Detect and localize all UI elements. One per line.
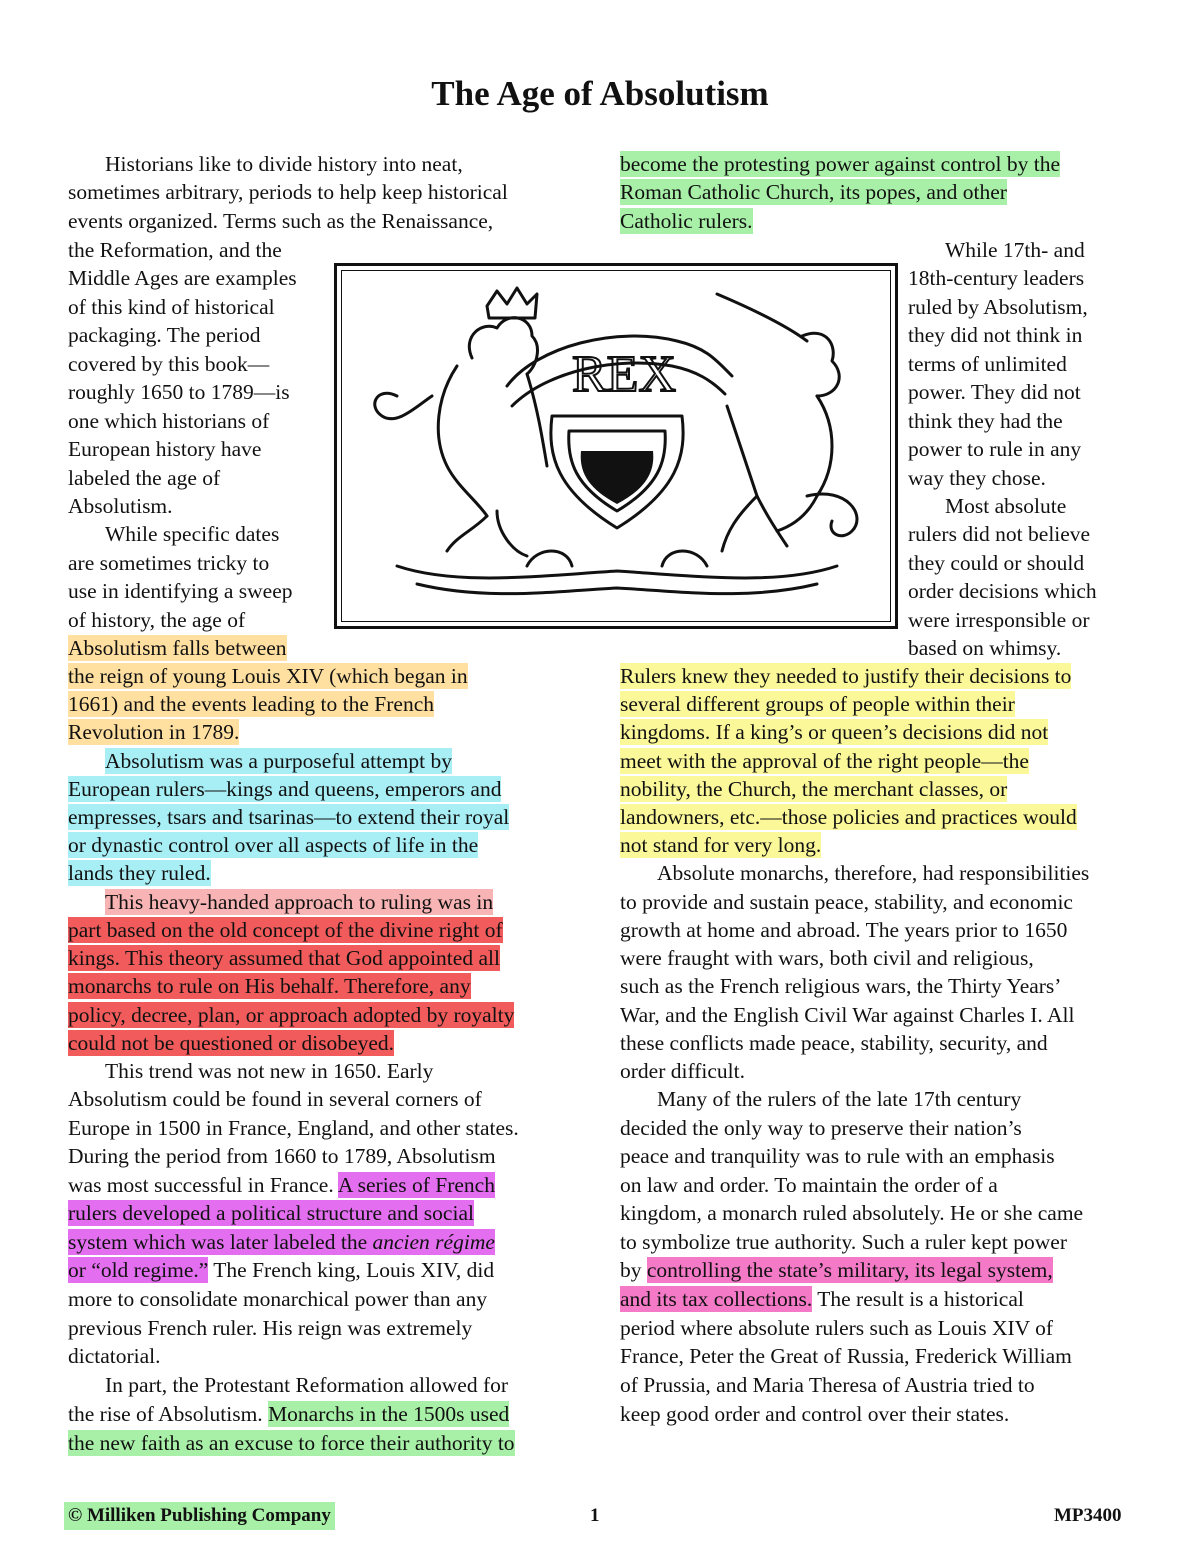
- text-line: In part, the Protestant Reformation allowed for: [105, 1373, 509, 1397]
- text-line: Absolutism.: [68, 494, 173, 518]
- highlighted-line: the reign of young Louis XIV (which began in: [68, 664, 468, 688]
- text-line: period where absolute rulers such as Louis XIV of: [620, 1316, 1054, 1340]
- text-line: by controlling the state’s military, its legal system,: [620, 1258, 1053, 1282]
- text-line: Absolute monarchs, therefore, had responsibilities: [657, 861, 1090, 885]
- text-line: power to rule in any: [908, 437, 1082, 461]
- text-line: to provide and sustain peace, stability, and economic: [620, 890, 1073, 914]
- footer-publisher: © Milliken Publishing Company: [64, 1502, 335, 1530]
- text-line: use in identifying a sweep: [68, 579, 293, 603]
- text-line: of history, the age of: [68, 608, 246, 632]
- text-line: This trend was not new in 1650. Early: [105, 1059, 434, 1083]
- highlighted-line: empresses, tsars and tsarinas—to extend their royal: [68, 805, 510, 829]
- highlighted-line: Catholic rulers.: [620, 209, 753, 233]
- text-line: power. They did not: [908, 380, 1081, 404]
- text-line: was most successful in France. A series of French: [68, 1173, 495, 1197]
- highlighted-line: monarchs to rule on His behalf. Therefore, any: [68, 974, 471, 998]
- highlighted-line: meet with the approval of the right people—the: [620, 749, 1029, 773]
- text-line: Middle Ages are examples: [68, 266, 297, 290]
- text-line: based on whimsy.: [908, 636, 1062, 660]
- text-line: Most absolute: [945, 494, 1067, 518]
- text-line: of Prussia, and Maria Theresa of Austria tried to: [620, 1373, 1035, 1397]
- text-line: terms of unlimited: [908, 352, 1067, 376]
- highlighted-line: several different groups of people within their: [620, 692, 1015, 716]
- text-line: order decisions which: [908, 579, 1097, 603]
- text-line: way they chose.: [908, 466, 1046, 490]
- highlighted-line: kings. This theory assumed that God appointed all: [68, 946, 500, 970]
- text-line: While specific dates: [105, 522, 280, 546]
- highlighted-line: system which was later labeled the ancien régime: [68, 1230, 495, 1254]
- highlighted-line: landowners, etc.—those policies and practices would: [620, 805, 1077, 829]
- highlighted-line: part based on the old concept of the divine right of: [68, 918, 503, 942]
- highlighted-line: not stand for very long.: [620, 833, 822, 857]
- highlighted-line: 1661) and the events leading to the French: [68, 692, 434, 716]
- text-line: the rise of Absolutism. Monarchs in the 1500s used: [68, 1402, 510, 1426]
- text-line: dictatorial.: [68, 1344, 161, 1368]
- highlighted-line: Roman Catholic Church, its popes, and other: [620, 180, 1007, 204]
- text-line: on law and order. To maintain the order of a: [620, 1173, 998, 1197]
- page-title: The Age of Absolutism: [431, 74, 769, 113]
- text-line: these conflicts made peace, stability, security, and: [620, 1031, 1048, 1055]
- highlighted-line: Absolutism was a purposeful attempt by: [105, 749, 452, 773]
- banner-text: REX: [572, 346, 676, 403]
- text-line: decided the only way to preserve their nation’s: [620, 1116, 1022, 1140]
- highlighted-line: This heavy-handed approach to ruling was in: [105, 890, 494, 914]
- highlighted-line: rulers developed a political structure and social: [68, 1201, 474, 1225]
- text-line: labeled the age of: [68, 466, 221, 490]
- text-line: rulers did not believe: [908, 522, 1091, 546]
- text-line: one which historians of: [68, 409, 270, 433]
- text-line: more to consolidate monarchical power than any: [68, 1287, 488, 1311]
- text-line: think they had the: [908, 409, 1063, 433]
- text-line: sometimes arbitrary, periods to help keep historical: [68, 180, 508, 204]
- text-line: covered by this book—: [68, 352, 270, 376]
- text-line: Europe in 1500 in France, England, and other states.: [68, 1116, 519, 1140]
- footer-page-number: 1: [590, 1505, 600, 1526]
- text-line: to symbolize true authority. Such a ruler kept power: [620, 1230, 1067, 1254]
- text-line: growth at home and abroad. The years prior to 1650: [620, 918, 1068, 942]
- text-line: or “old regime.” The French king, Louis XIV, did: [68, 1258, 495, 1282]
- text-line: of this kind of historical: [68, 295, 275, 319]
- text-line: they could or should: [908, 551, 1085, 575]
- text-line: were irresponsible or: [908, 608, 1090, 632]
- highlighted-line: policy, decree, plan, or approach adopted by royalty: [68, 1003, 515, 1027]
- highlighted-line: Rulers knew they needed to justify their decisions to: [620, 664, 1072, 688]
- text-line: events organized. Terms such as the Renaissance,: [68, 209, 494, 233]
- highlighted-line: could not be questioned or disobeyed.: [68, 1031, 395, 1055]
- text-line: kingdom, a monarch ruled absolutely. He or she came: [620, 1201, 1084, 1225]
- text-line: During the period from 1660 to 1789, Absolutism: [68, 1144, 496, 1168]
- rex-crest-illustration: [334, 263, 898, 629]
- text-line: the Reformation, and the: [68, 238, 282, 262]
- text-line: and its tax collections. The result is a historical: [620, 1287, 1024, 1311]
- text-line: Absolutism could be found in several corners of: [68, 1087, 482, 1111]
- text-line: keep good order and control over their states.: [620, 1402, 1010, 1426]
- footer-code: MP3400: [1054, 1505, 1122, 1526]
- coat-of-arms-drawing: [337, 266, 901, 632]
- text-line: While 17th- and: [945, 238, 1085, 262]
- text-line: Historians like to divide history into neat,: [105, 152, 463, 176]
- highlighted-line: nobility, the Church, the merchant classes, or: [620, 777, 1008, 801]
- text-line: packaging. The period: [68, 323, 261, 347]
- text-line: such as the French religious wars, the Thirty Years’: [620, 974, 1062, 998]
- highlighted-line: Revolution in 1789.: [68, 720, 240, 744]
- highlighted-line: the new faith as an excuse to force their authority to: [68, 1431, 515, 1455]
- highlighted-line: become the protesting power against control by the: [620, 152, 1061, 176]
- text-line: 18th-century leaders: [908, 266, 1085, 290]
- text-line: Many of the rulers of the late 17th century: [657, 1087, 1022, 1111]
- highlighted-line: European rulers—kings and queens, emperors and: [68, 777, 502, 801]
- highlighted-line: Absolutism falls between: [68, 636, 287, 660]
- highlighted-line: kingdoms. If a king’s or queen’s decisions did not: [620, 720, 1049, 744]
- text-line: War, and the English Civil War against Charles I. All: [620, 1003, 1075, 1027]
- text-line: European history have: [68, 437, 262, 461]
- highlighted-line: or dynastic control over all aspects of life in the: [68, 833, 479, 857]
- text-line: were fraught with wars, both civil and religious,: [620, 946, 1034, 970]
- text-line: peace and tranquility was to rule with an emphasis: [620, 1144, 1055, 1168]
- highlighted-line: lands they ruled.: [68, 861, 211, 885]
- text-line: are sometimes tricky to: [68, 551, 270, 575]
- text-line: order difficult.: [620, 1059, 745, 1083]
- text-line: previous French ruler. His reign was extremely: [68, 1316, 473, 1340]
- text-line: they did not think in: [908, 323, 1083, 347]
- text-line: ruled by Absolutism,: [908, 295, 1088, 319]
- text-line: roughly 1650 to 1789—is: [68, 380, 290, 404]
- text-line: France, Peter the Great of Russia, Frederick William: [620, 1344, 1072, 1368]
